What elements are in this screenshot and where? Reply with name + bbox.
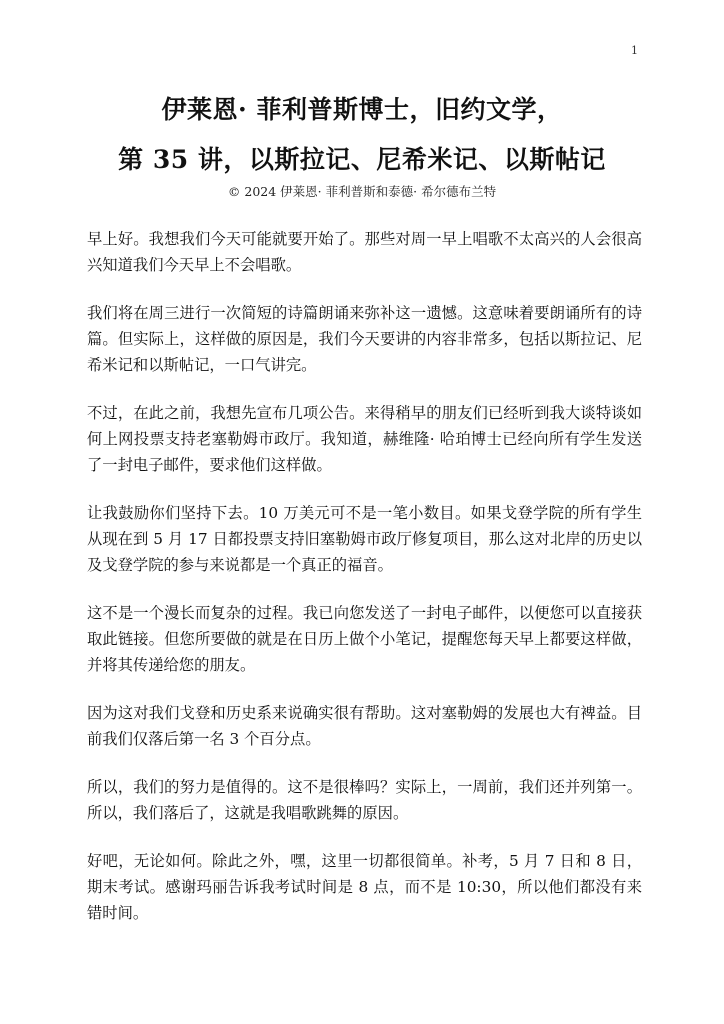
- document-title-line-2: 第 35 讲，以斯拉记、尼希米记、以斯帖记: [118, 145, 606, 174]
- paragraph: 所以，我们的努力是值得的。这不是很棒吗？实际上，一周前，我们还并列第一。所以，我们落后了，这就是我唱歌跳舞的原因。: [87, 778, 642, 822]
- paragraph: 好吧，无论如何。除此之外，嘿，这里一切都很简单。补考，5 月 7 日和 8 日，期末考试。感谢玛丽告诉我考试时间是 8 点，而不是 10:30，所以他们都没有来错时间。: [87, 852, 642, 922]
- paragraph: 因为这对我们戈登和历史系来说确实很有帮助。这对塞勒姆的发展也大有裨益。目前我们仅落后第一名 3 个百分点。: [87, 704, 642, 748]
- paragraph: 让我鼓励你们坚持下去。10 万美元可不是一笔小数目。如果戈登学院的所有学生从现在到 5 月 17 日都投票支持旧塞勒姆市政厅修复项目，那么这对北岸的历史以及戈登学院的参与来说都是一个真正的福音。: [87, 504, 642, 574]
- paragraph: 这不是一个漫长而复杂的过程。我已向您发送了一封电子邮件，以便您可以直接获取此链接。但您所要做的就是在日历上做个小笔记，提醒您每天早上都要这样做，并将其传递给您的朋友。: [87, 604, 642, 674]
- paragraph: 我们将在周三进行一次简短的诗篇朗诵来弥补这一遗憾。这意味着要朗诵所有的诗篇。但实际上，这样做的原因是，我们今天要讲的内容非常多，包括以斯拉记、尼希米记和以斯帖记，一口气讲完。: [87, 304, 642, 374]
- page-number: 1: [631, 44, 638, 57]
- document-title-line-1: 伊莱恩· 菲利普斯博士，旧约文学，: [161, 95, 563, 124]
- paragraph: 不过，在此之前，我想先宣布几项公告。来得稍早的朋友们已经听到我大谈特谈如何上网投票支持老塞勒姆市政厅。我知道，赫维隆· 哈珀博士已经向所有学生发送了一封电子邮件，要求他们这样做。: [87, 404, 642, 474]
- paragraph: 早上好。我想我们今天可能就要开始了。那些对周一早上唱歌不太高兴的人会很高兴知道我们今天早上不会唱歌。: [87, 230, 642, 274]
- document-body: [87, 226, 642, 948]
- copyright-line: © 2024 伊莱恩· 菲利普斯和泰德· 希尔德布兰特: [227, 184, 497, 199]
